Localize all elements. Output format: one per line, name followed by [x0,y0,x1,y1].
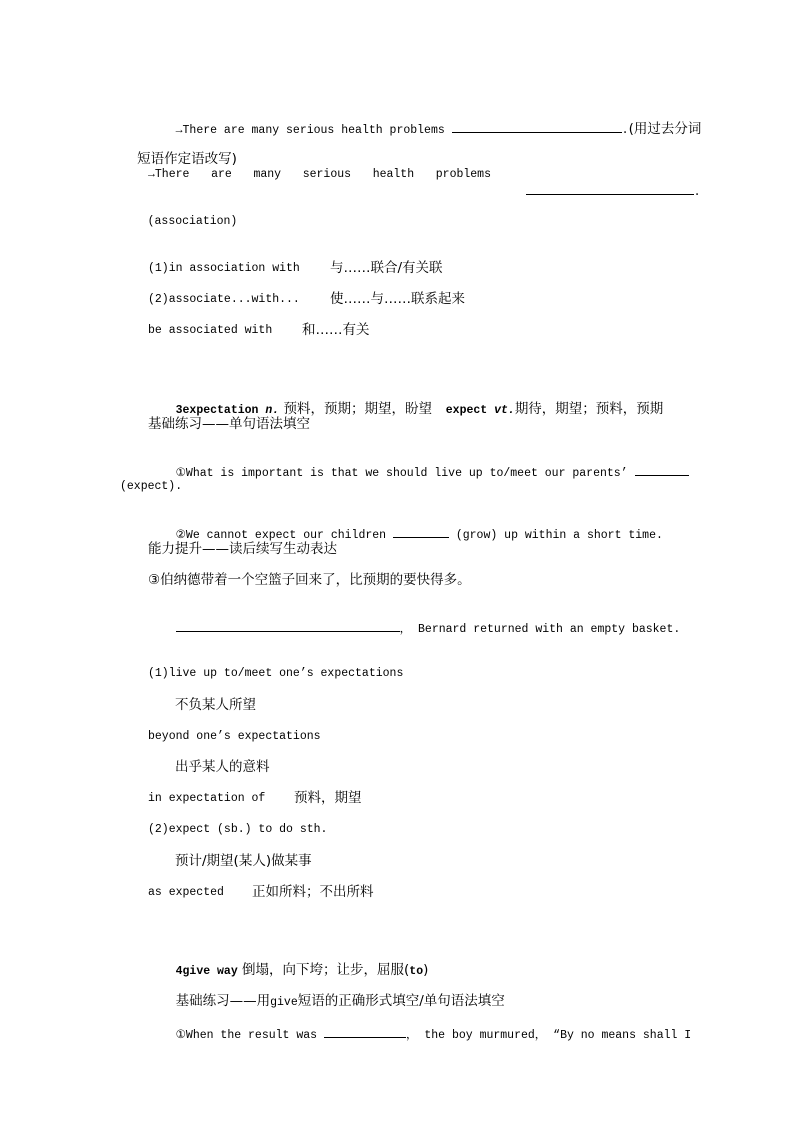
answer-blank [176,620,400,632]
sentence-end: . [621,124,629,137]
exercise-label: 基础练习——用give短语的正确形式填空/单句语法填空 [175,993,505,1009]
question-1-cont: (expect). [120,480,183,493]
phrase-en: (2)associate...with... [148,293,300,306]
rewrite-line-3-blank [498,167,701,217]
phrase-cn: 使……与……联系起来 [330,291,465,307]
word: serious [302,168,352,181]
phrase-en: (1)in association with [148,262,300,275]
phrase-cn: 与……联合/有关联 [330,260,443,276]
answer-blank [324,1026,406,1038]
part-of-speech: vt. [494,404,515,417]
word: many [253,168,282,181]
exercise-label: 基础练习——单句语法填空 [148,416,310,432]
rewrite-line-4 [120,198,237,246]
exercise-label: 能力提升——读后续写生动表达 [148,541,337,557]
question-3: ③伯纳德带着一个空篮子回来了，比预期的要快得多。 [148,572,471,588]
phrase-en: be associated with [148,324,273,337]
answer-blank [526,183,694,195]
word: health [372,168,415,181]
headword: expectation [182,404,259,417]
entry-heading-give-way: 4give way 倒塌，向下垮；让步，屈服(to) [175,962,429,978]
definition: 期待，期望；预料，预期 [514,401,664,417]
phrase-cn: 不负某人所望 [175,697,256,713]
answer-blank [635,464,689,476]
phrase-cn: 正如所料；不出所料 [252,884,374,900]
phrase-en: in expectation of [148,792,266,805]
phrase-en: (1)live up to/meet one’s expectations [148,667,404,680]
answer-blank [393,526,449,538]
answer-blank [452,121,622,133]
word: problems [435,168,491,181]
rewrite-line-3 [148,167,491,183]
hint-word: (association) [147,215,238,228]
instruction-text: 短语作定语改写) [137,151,237,167]
definition: 预料，预期；期望，盼望 [279,401,432,417]
headword: give way [182,965,238,978]
part-of-speech: n. [265,404,280,417]
instruction-text: (用过去分词 [628,121,702,137]
phrase-cn: 出乎某人的意料 [175,759,270,775]
word: →There [148,168,190,181]
sentence-text: →There are many serious health problems [175,124,452,137]
question-1: ①What is important is that we should live up to/meet our parents’ [148,448,689,498]
question-2: ②We cannot expect our children (grow) up within a short time. [148,510,663,560]
phrase-cn: 和……有关 [302,322,370,338]
definition: 倒塌，向下垮；让步，屈服( [237,962,410,978]
phrase-en: as expected [148,886,224,899]
phrase-en: beyond one’s expectations [148,730,321,743]
phrase-en: (2)expect (sb.) to do sth. [148,823,328,836]
word: are [211,168,232,181]
question-3-answer: ， Bernard returned with an empty basket. [148,604,680,654]
phrase-cn: 预料，期望 [294,790,362,806]
phrase-cn: 预计/期望(某人)做某事 [175,853,312,869]
question-1: ①When the result was ， the boy murmured， “By no means shall I [148,1010,691,1060]
sentence-end: . [693,186,701,199]
headword: expect [445,404,488,417]
entry-heading-expectation: 3expectation n. 预料，预期；期望，盼望 expect vt.期待，期望；预料，预期 [175,401,664,417]
